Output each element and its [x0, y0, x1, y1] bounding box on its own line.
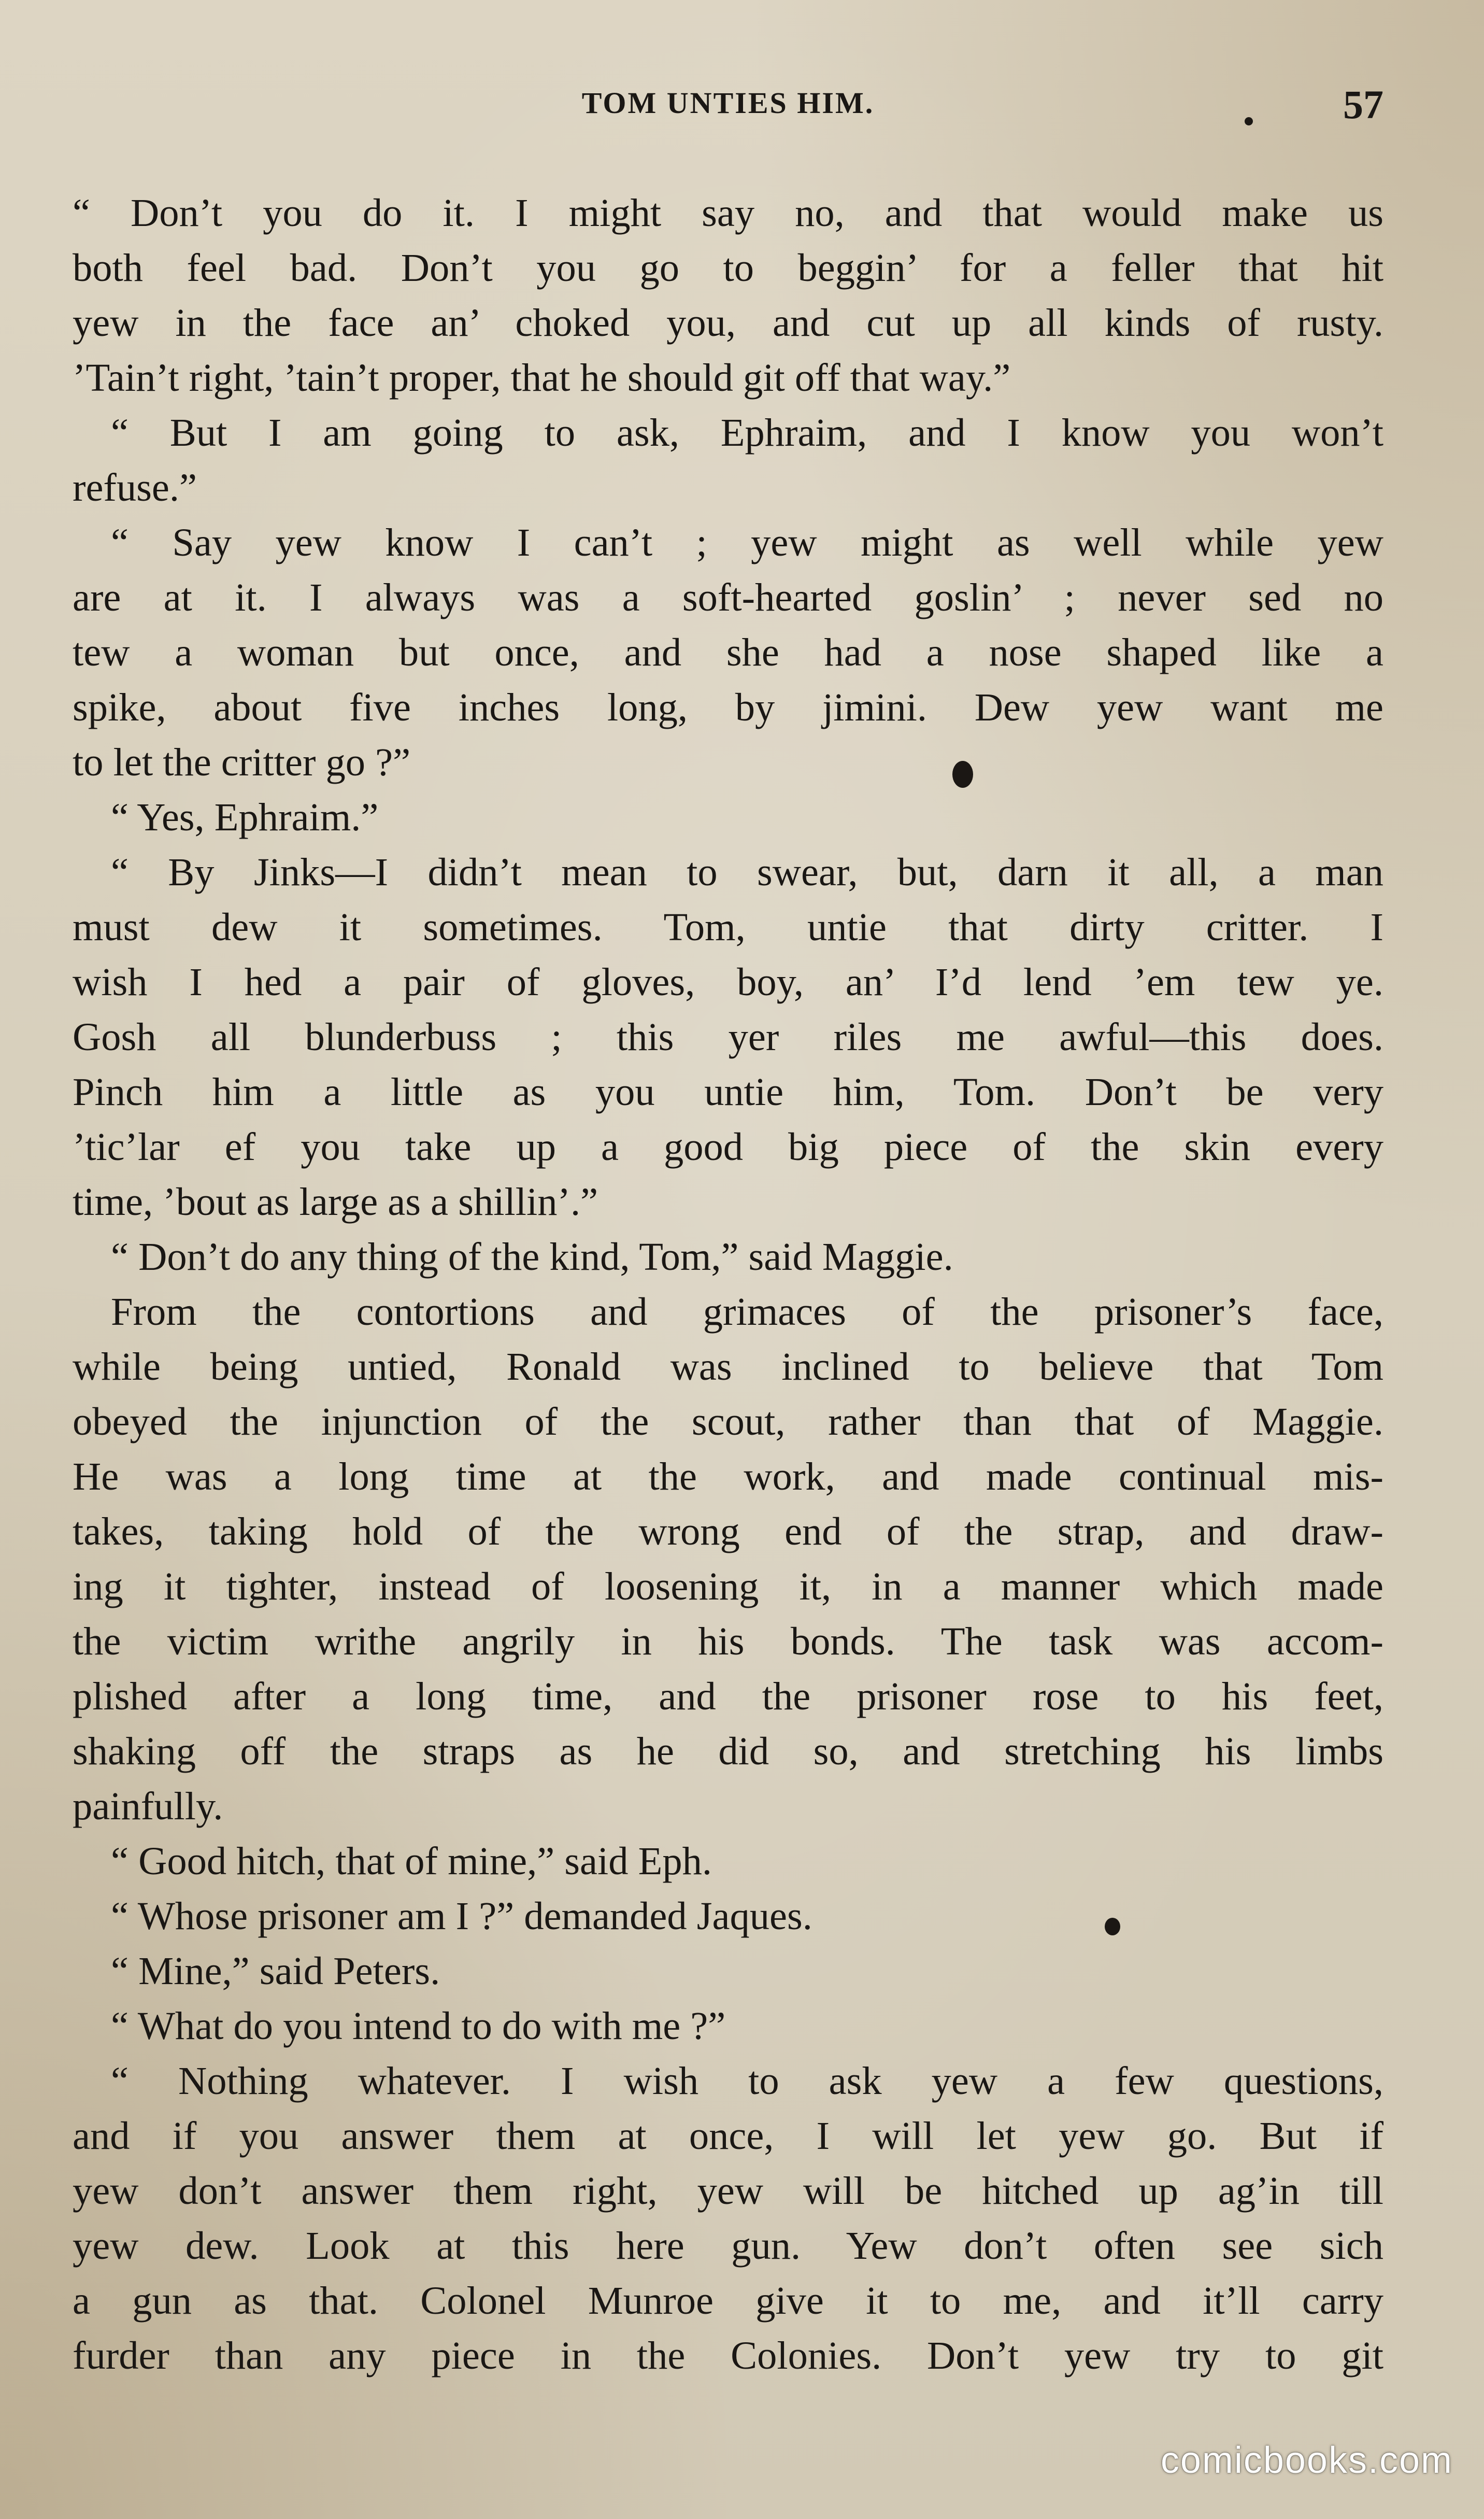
- text-line: both feel bad. Don’t you go to beggin’ for a feller that hit: [73, 246, 1383, 290]
- text-line: From the contortions and grimaces of the prisoner’s face,: [111, 1290, 1383, 1334]
- text-line: yew dew. Look at this here gun. Yew don’t often see sich: [73, 2224, 1383, 2268]
- text-line: to let the critter go ?”: [73, 740, 411, 784]
- text-line: takes, taking hold of the wrong end of the strap, and draw-: [73, 1509, 1383, 1553]
- text-line: yew in the face an’ choked you, and cut up all kinds of rusty.: [73, 301, 1383, 345]
- text-line: and if you answer them at once, I will let yew go. But if: [73, 2114, 1383, 2158]
- text-line: “ Good hitch, that of mine,” said Eph.: [111, 1839, 712, 1883]
- text-line: wish I hed a pair of gloves, boy, an’ I’d lend ’em tew ye.: [73, 960, 1383, 1004]
- text-line: are at it. I always was a soft-hearted goslin’ ; never sed no: [73, 575, 1383, 619]
- text-line: ing it tighter, instead of loosening it, in a manner which made: [73, 1564, 1383, 1608]
- text-line: a gun as that. Colonel Munroe give it to me, and it’ll carry: [73, 2279, 1383, 2323]
- text-line: spike, about five inches long, by jimini. Dew yew want me: [73, 685, 1383, 729]
- text-line: “ Whose prisoner am I ?” demanded Jaques.: [111, 1894, 812, 1938]
- text-line: painfully.: [73, 1784, 223, 1828]
- text-line: “ Don’t you do it. I might say no, and that would make us: [73, 191, 1383, 235]
- text-line: “ By Jinks—I didn’t mean to swear, but, darn it all, a man: [111, 850, 1383, 894]
- text-line: “ Yes, Ephraim.”: [111, 795, 379, 839]
- watermark: comicbooks.com: [1160, 2440, 1453, 2481]
- body-text: [73, 186, 1383, 2383]
- text-line: ’Tain’t right, ’tain’t proper, that he should git off that way.”: [73, 356, 1011, 400]
- page-number: 57: [1343, 82, 1383, 127]
- text-line: refuse.”: [73, 465, 197, 510]
- text-line: shaking off the straps as he did so, and stretching his limbs: [73, 1729, 1383, 1773]
- text-line: “ Don’t do any thing of the kind, Tom,” said Maggie.: [111, 1235, 953, 1279]
- text-line: “ Nothing whatever. I wish to ask yew a few questions,: [111, 2059, 1383, 2103]
- page-header: [73, 82, 1383, 148]
- text-line: yew don’t answer them right, yew will be hitched up ag’in till: [73, 2169, 1383, 2213]
- text-line: tew a woman but once, and she had a nose shaped like a: [73, 630, 1383, 674]
- text-line: while being untied, Ronald was inclined to believe that Tom: [73, 1345, 1383, 1389]
- text-line: time, ’bout as large as a shillin’.”: [73, 1180, 598, 1224]
- text-line: plished after a long time, and the prisoner rose to his feet,: [73, 1674, 1383, 1718]
- text-line: Pinch him a little as you untie him, Tom. Don’t be very: [73, 1070, 1383, 1114]
- text-line: obeyed the injunction of the scout, rather than that of Maggie.: [73, 1399, 1383, 1444]
- text-line: Gosh all blunderbuss ; this yer riles me awful—this does.: [73, 1015, 1383, 1059]
- text-line: the victim writhe angrily in his bonds. The task was accom-: [73, 1619, 1383, 1663]
- text-line: “ What do you intend to do with me ?”: [111, 2004, 726, 2048]
- text-line: He was a long time at the work, and made continual mis-: [73, 1454, 1383, 1498]
- text-line: furder than any piece in the Colonies. Don’t yew try to git: [73, 2333, 1383, 2378]
- text-line: “ Say yew know I can’t ; yew might as well while yew: [111, 520, 1383, 564]
- text-line: “ But I am going to ask, Ephraim, and I know you won’t: [111, 411, 1383, 455]
- running-head: TOM UNTIES HIM.: [581, 86, 875, 120]
- text-line: ’tic’lar ef you take up a good big piece of the skin every: [73, 1125, 1383, 1169]
- text-line: “ Mine,” said Peters.: [111, 1949, 440, 1993]
- text-line: must dew it sometimes. Tom, untie that dirty critter. I: [73, 905, 1383, 949]
